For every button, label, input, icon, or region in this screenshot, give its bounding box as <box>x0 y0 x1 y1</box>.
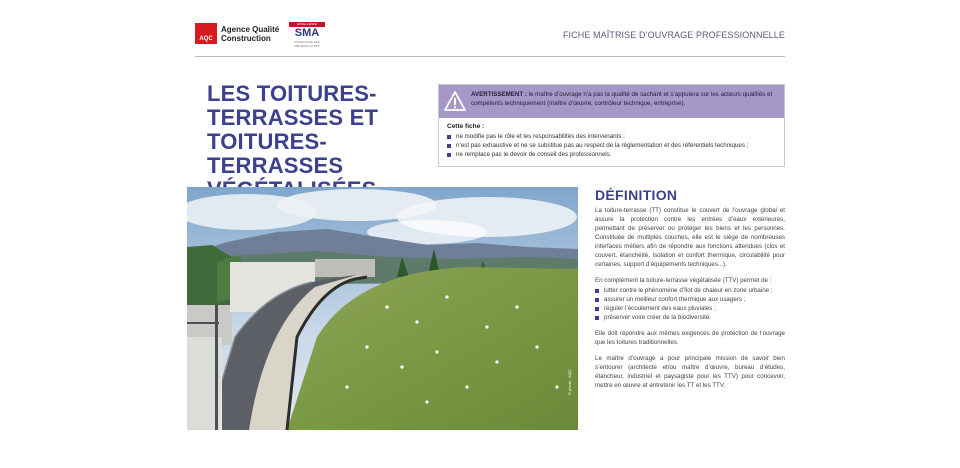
aqc-name: Agence Qualité Construction <box>221 25 280 43</box>
aqc-logo <box>195 23 217 44</box>
sma-band: EXCELLENCE <box>289 22 325 27</box>
header-divider <box>195 56 785 57</box>
title-line: TERRASSES ET <box>207 105 379 130</box>
green-roof-photo <box>187 187 578 430</box>
warning-triangle-icon <box>444 91 466 111</box>
list-item: assurer un meilleur confort thermique aux usagers ; <box>595 295 785 304</box>
definition-paragraph: Elle doit répondre aux mêmes exigences de protection de l’ouvrage que les toitures traditionnelles. <box>595 330 785 346</box>
ttv-benefits-list <box>595 286 785 322</box>
page-title <box>207 82 437 202</box>
definition-title: DÉFINITION <box>595 187 678 203</box>
sma-subtitle: ASSURANCE DES MÉTIERS DU BTP <box>294 40 320 48</box>
sma-logo <box>289 22 325 46</box>
fiche-label: FICHE MAÎTRISE D’OUVRAGE PROFESSIONNELLE <box>562 30 785 40</box>
warning-header <box>439 85 784 118</box>
aqc-logo-text: AQC <box>199 36 213 42</box>
warning-list <box>447 132 782 159</box>
title-line: TOITURES-TERRASSES <box>207 129 344 178</box>
definition-body <box>595 206 785 397</box>
warning-text <box>471 91 776 108</box>
list-item: ne remplace pas le devoir de conseil des professionnels. <box>447 150 782 159</box>
photo-credit: © photo : AQC <box>567 369 572 395</box>
definition-paragraph: La toiture-terrasse (TT) constitue le couvert de l’ouvrage global et assure la protection contre les entrées d’eaux extérieures, permettant de préserver ou protéger les biens et les personnes. Constituée de multiples couches, elle est le siège de nombreuses interfaces métiers afin de répondre aux fonctions attendues (clos et couvert, étanchéité, isolation et confort thermique, circulabilité pour certaines, support d’équipements techniques...). <box>595 207 785 268</box>
list-item: réguler l’écoulement des eaux pluviales ; <box>595 304 785 313</box>
sma-logo-text: SMA <box>294 27 320 39</box>
cette-fiche-label: Cette fiche : <box>447 123 485 130</box>
list-item: n’est pas exhaustive et ne se substitue pas au respect de la réglementation et des référentiels techniques ; <box>447 141 782 150</box>
title-line: LES TOITURES- <box>207 81 377 106</box>
list-item: préserver voire créer de la biodiversité. <box>595 313 785 322</box>
list-item: lutter contre le phénomène d’îlot de chaleur en zone urbaine ; <box>595 286 785 295</box>
list-item: ne modifie pas le rôle et les responsabilités des intervenants ; <box>447 132 782 141</box>
warning-label: AVERTISSEMENT : <box>471 91 527 98</box>
photo-illustration <box>187 187 578 430</box>
definition-paragraph: Le maître d’ouvrage a pour principale mission de savoir bien s’entourer (architecte et/ou maître d’œuvre, bureau d’études, étancheur, industriel et paysagiste pour les TTV) pour concevoir, mettre en œuvre et entretenir les TT et les TTV. <box>595 355 785 389</box>
warning-box <box>438 84 785 167</box>
warning-message: le maître d’ouvrage n’a pas la qualité de sachant et s’appuiera sur les acteurs qualifiés et compétents techniquement (maître d’œuvre, contrôleur technique, entreprise). <box>471 91 773 107</box>
definition-paragraph: En complément la toiture-terrasse végétalisée (TTV) permet de : <box>595 277 772 284</box>
